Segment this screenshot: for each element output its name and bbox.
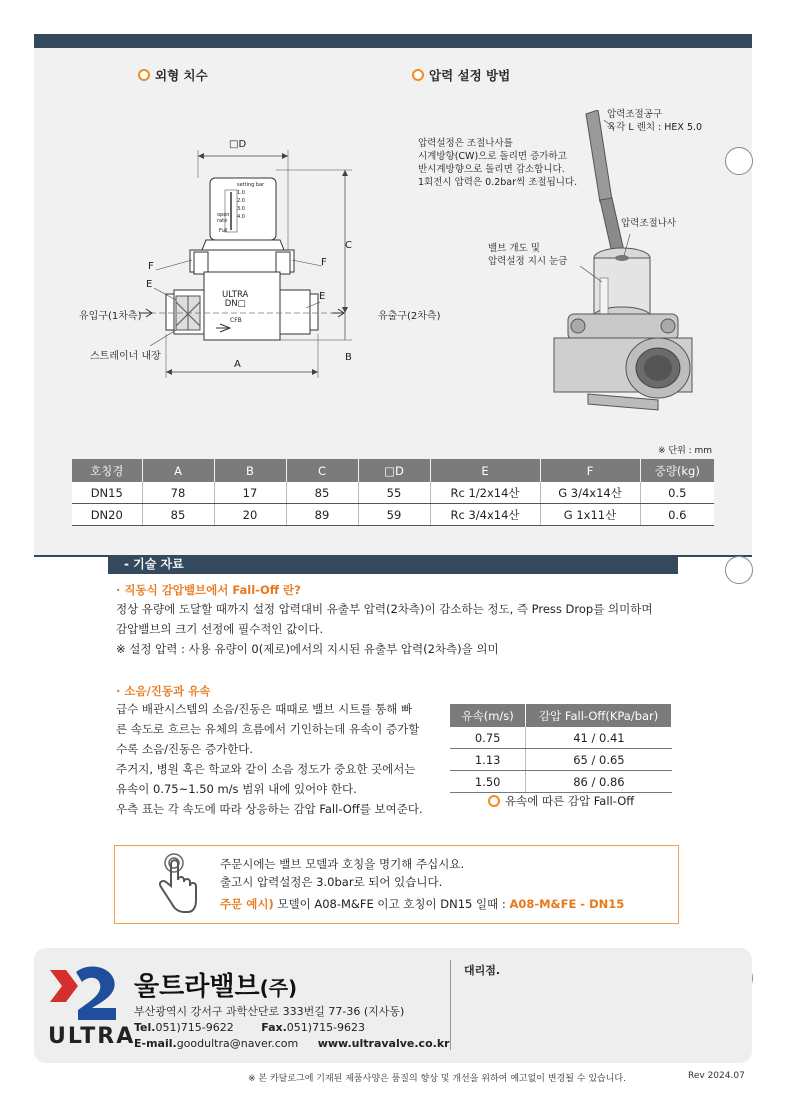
footer-divider bbox=[450, 960, 451, 1050]
email-link[interactable]: goodultra@naver.com bbox=[176, 1037, 299, 1050]
company-contact: E-mail.goodultra@naver.com www.ultravalve.co.kr bbox=[134, 1037, 450, 1050]
agency-label: 대리점. bbox=[464, 964, 501, 977]
noise-heading: · 소음/진동과 유속 bbox=[116, 684, 211, 698]
logo-text: ULTRA bbox=[48, 1024, 136, 1049]
screw-label: 압력조절나사 bbox=[621, 218, 677, 229]
table-row: 0.75 41 / 0.41 bbox=[450, 727, 672, 749]
tech-section-tab: - 기술 자료 bbox=[108, 555, 678, 574]
order-line-1: 주문시에는 밸브 모델과 호칭을 명기해 주십시요. bbox=[220, 857, 465, 871]
open-rate-label: open rate bbox=[217, 212, 230, 224]
dimensions-section-title: 외형 치수 bbox=[138, 66, 208, 84]
company-name: 울트라밸브(주) bbox=[134, 972, 298, 1002]
fall-off-text: 정상 유량에 도달할 때까지 설정 압력대비 유출부 압력(2차측)이 감소하는 정도, 즉 Press Drop를 의미하며 감압밸브의 크기 선정에 필수적인 값이다. ※ 설정 압력 : 사용 유량이 0(제로)에서의 지시된 유출부 압력(2차측)을 의미 bbox=[116, 602, 653, 656]
revision-label: Rev 2024.07 bbox=[688, 1071, 745, 1081]
dim-a-label: A bbox=[234, 359, 241, 370]
unit-note: ※ 단위 : mm bbox=[658, 446, 713, 456]
body-marking: ULTRA DN□ bbox=[222, 290, 249, 309]
spec-table bbox=[72, 459, 714, 526]
fall-off-caption: 유속에 따른 감압 Fall-Off bbox=[488, 793, 634, 809]
dim-f-left-label: F bbox=[148, 261, 154, 272]
bullet-ring-icon bbox=[488, 795, 500, 807]
bullet-ring-icon bbox=[138, 69, 150, 81]
company-phone-fax: Tel.051)715-9622 Fax.051)715-9623 bbox=[134, 1021, 366, 1034]
outlet-label: 유출구(2차측) bbox=[378, 311, 441, 322]
dim-e-left-label: E bbox=[146, 279, 153, 290]
inlet-label: 유입구(1차측) bbox=[79, 311, 142, 322]
website-link[interactable]: www.ultravalve.co.kr bbox=[317, 1037, 450, 1050]
fall-off-table bbox=[450, 704, 672, 793]
order-line-2: 출고시 압력설정은 3.0bar로 되어 있습니다. bbox=[220, 875, 443, 889]
pressure-description: 압력설정은 조절나사를 시계방향(CW)으로 돌리면 증가하고 반시계방향으로 돌리면 감소합니다. 1회전시 압력은 0.2bar씩 조절됩니다. bbox=[418, 138, 578, 188]
order-example: 주문 예시) 모델이 A08-M&FE 이고 호칭이 DN15 일때 : A08-M&FE - DN15 bbox=[220, 897, 625, 911]
noise-text: 급수 배관시스템의 소음/진동은 때때로 밸브 시트를 통해 빠 른 속도로 흐르는 유체의 흐름에서 기인하는데 유속이 증가할 수록 소음/진동은 증가한다. 주거지, 병원 혹은 학교와 같이 소음 정도가 중요한 곳에서는 유속이 0.75~1.50 m/s 범위 내에 있어야 한다. 우측 표는 각 속도에 따라 상응하는 감압 Fall-Off를 보여준다. bbox=[116, 702, 423, 816]
fall-off-heading: · 직동식 감압밸브에서 Fall-Off 란? bbox=[116, 583, 301, 597]
touch-hand-icon bbox=[152, 852, 198, 916]
setting-scale: setting bar 1.0 2.0 3.0 4.0 bbox=[237, 182, 265, 220]
full-label: Full bbox=[219, 228, 228, 234]
disclaimer: ※ 본 카달로그에 기재된 제품사양은 품질의 향상 및 개선을 위하여 예고없이 변경될 수 있습니다. bbox=[248, 1074, 626, 1084]
tool-label: 압력조절공구 육각 L 렌치 : HEX 5.0 bbox=[607, 109, 703, 133]
table-row: 1.50 86 / 0.86 bbox=[450, 771, 672, 793]
table-row: DN20 85 20 89 59 Rc 3/4x14산 G 1x11산 0.6 bbox=[72, 504, 714, 526]
dim-b-label: B bbox=[345, 352, 352, 363]
dim-e-right-label: E bbox=[319, 291, 326, 302]
binder-hole-icon bbox=[725, 147, 753, 175]
body-cfb-label: CFB bbox=[230, 317, 242, 324]
table-row: DN15 78 17 85 55 Rc 1/2x14산 G 3/4x14산 0.5 bbox=[72, 482, 714, 504]
gauge-label: 밸브 개도 및 압력설정 지시 눈금 bbox=[488, 243, 568, 267]
spec-header-row: 호칭경 A B C □D E F 중량(kg) bbox=[72, 459, 714, 482]
strainer-label: 스트레이너 내장 bbox=[90, 351, 161, 362]
pressure-section-title: 압력 설정 방법 bbox=[412, 66, 510, 84]
binder-hole-icon bbox=[725, 556, 753, 584]
dim-f-right-label: F bbox=[321, 257, 327, 268]
dimension-drawing bbox=[70, 130, 390, 380]
dim-d-label: □D bbox=[229, 139, 247, 150]
top-band bbox=[34, 34, 752, 48]
company-address: 부산광역시 강서구 과학산단로 333번길 77-36 (지사동) bbox=[134, 1005, 405, 1018]
ultra-logo-icon bbox=[48, 962, 122, 1022]
bullet-ring-icon bbox=[412, 69, 424, 81]
dim-c-label: C bbox=[345, 240, 352, 251]
table-row: 1.13 65 / 0.65 bbox=[450, 749, 672, 771]
fall-header-row: 유속(m/s) 감압 Fall-Off(KPa/bar) bbox=[450, 704, 672, 727]
